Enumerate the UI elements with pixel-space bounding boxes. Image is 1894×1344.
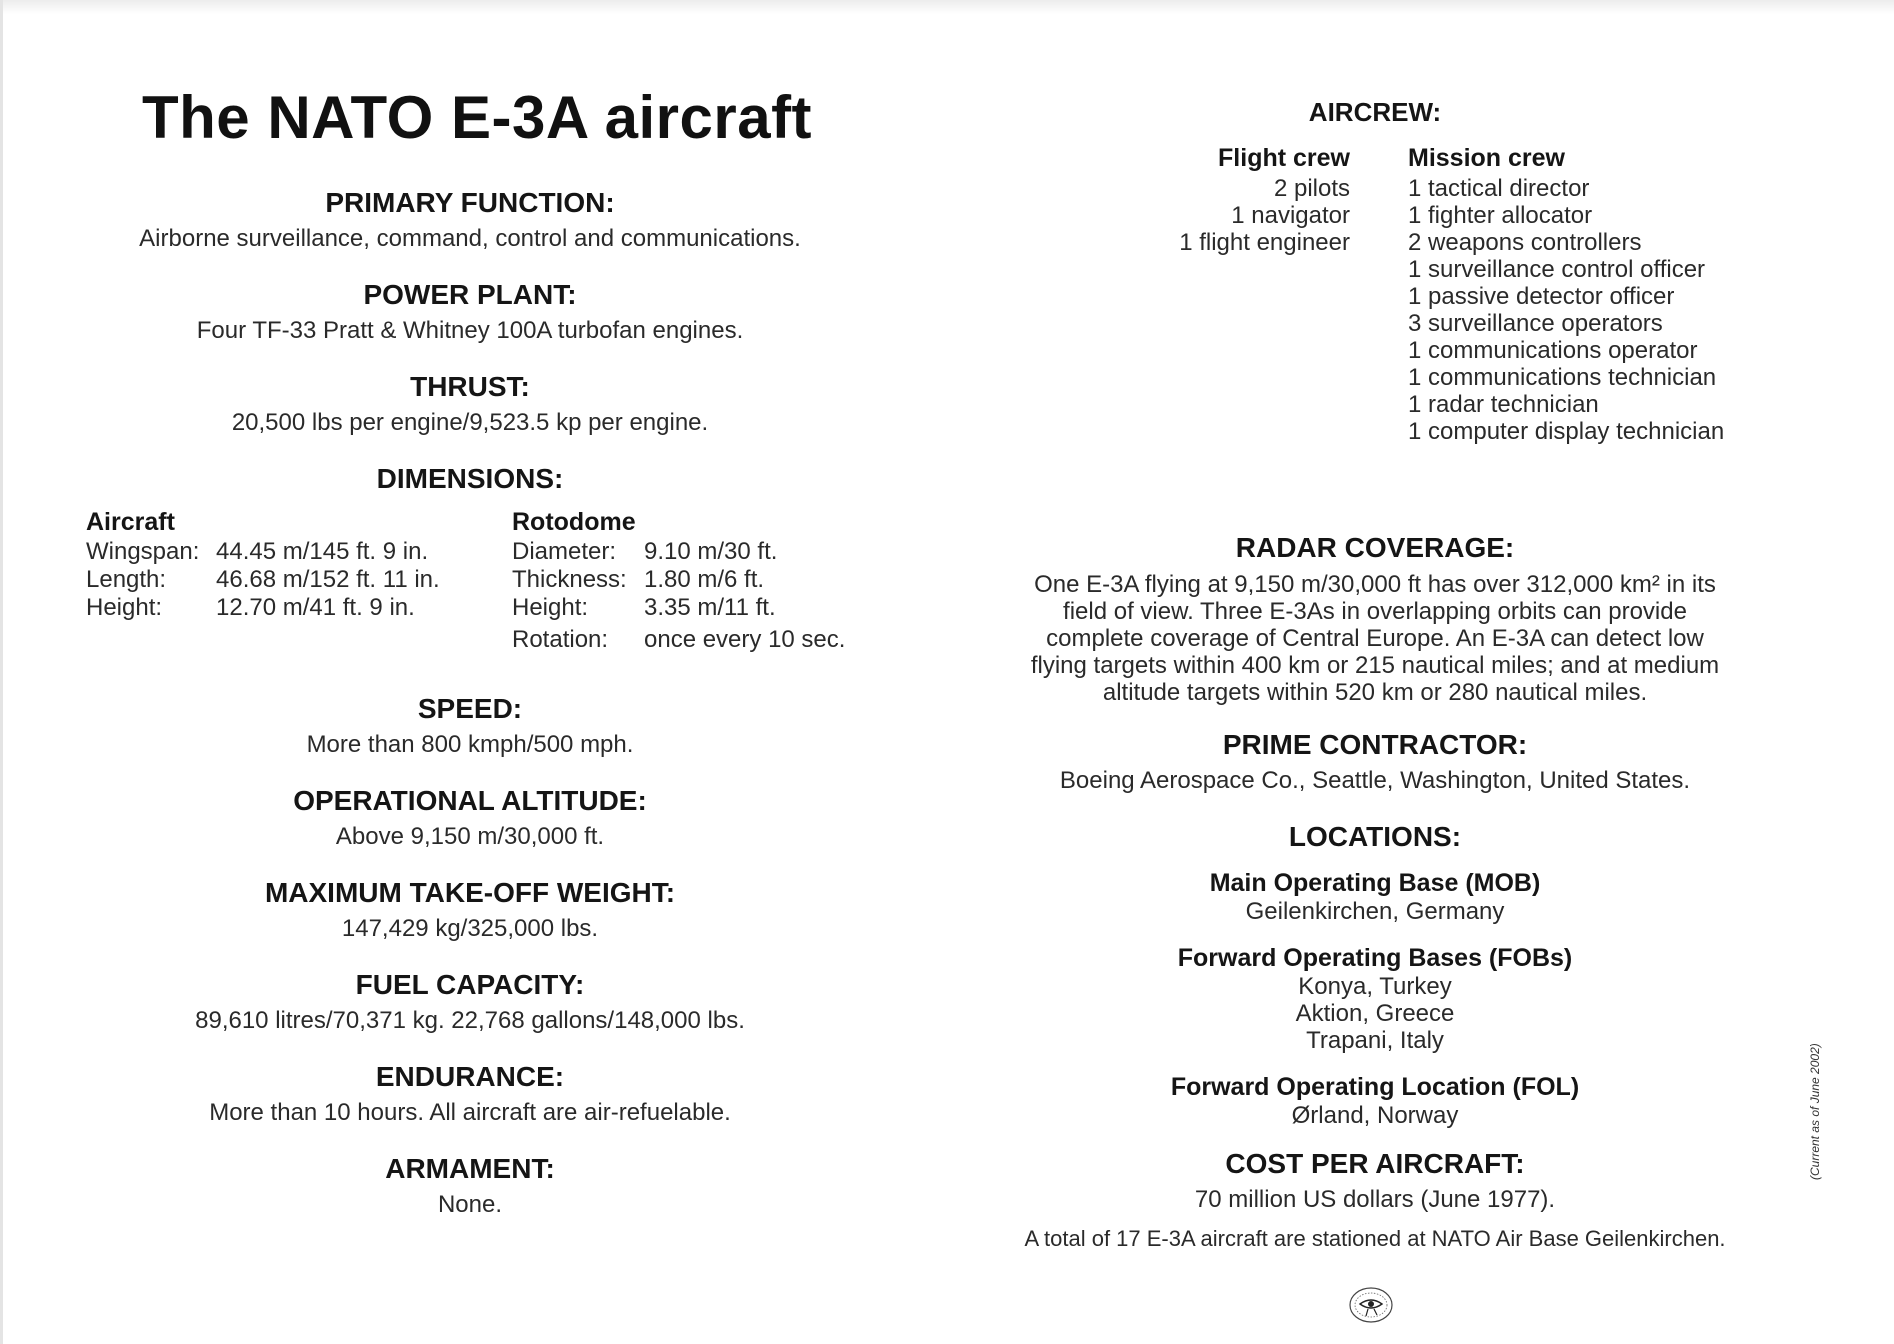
dimension-value: 44.45 m/145 ft. 9 in.: [216, 538, 429, 565]
list-item: 1 navigator: [1231, 202, 1350, 229]
section-aircrew: [995, 95, 1755, 523]
text-line: One E-3A flying at 9,150 m/30,000 ft has over 312,000 km² in its: [1034, 571, 1716, 598]
flight-crew-title: Flight crew: [1218, 144, 1350, 172]
section-power-plant: [70, 278, 870, 346]
section-heading: MAXIMUM TAKE-OFF WEIGHT:: [264, 877, 676, 908]
mission-crew-list: [1408, 143, 1724, 445]
list-item: 1 computer display technician: [1408, 418, 1725, 445]
dimension-row: [86, 594, 440, 622]
currency-side-note: (Current as of June 2002): [1808, 1043, 1822, 1180]
section-text: Airborne surveillance, command, control and communications.: [139, 225, 801, 252]
section-locations: [995, 820, 1755, 1129]
section-primary-function: [70, 186, 870, 254]
dimension-row: [512, 626, 845, 654]
location-item: Aktion, Greece: [1295, 1000, 1455, 1027]
section-heading: THRUST:: [410, 371, 530, 402]
right-column: [995, 95, 1755, 1253]
section-heading: RADAR COVERAGE:: [1235, 532, 1515, 563]
list-item: 2 weapons controllers: [1408, 229, 1642, 256]
section-text: None.: [437, 1191, 503, 1218]
dimension-label: Rotation:: [512, 626, 609, 653]
dimension-label: Height:: [512, 594, 589, 621]
page-left-edge: [0, 0, 3, 1344]
page-title: The NATO E-3A aircraft: [142, 84, 813, 151]
text-line: altitude targets within 520 km or 280 nautical miles.: [1102, 679, 1648, 706]
nato-aew-seal-icon: [1348, 1285, 1394, 1325]
list-item: 2 pilots: [1273, 175, 1350, 202]
location-item: Trapani, Italy: [1306, 1027, 1444, 1054]
text-line: field of view. Three E-3As in overlapping orbits can provide: [1063, 598, 1687, 625]
dimension-label: Thickness:: [512, 566, 627, 593]
section-speed: [70, 692, 870, 760]
list-item: 1 flight engineer: [1179, 229, 1350, 256]
location-group-fol: [995, 1072, 1755, 1129]
list-item: 3 surveillance operators: [1408, 310, 1663, 337]
flight-crew-list: [1179, 143, 1350, 256]
list-item: 1 radar technician: [1408, 391, 1599, 418]
location-group-fobs: [995, 943, 1755, 1054]
section-heading: PRIME CONTRACTOR:: [1222, 729, 1528, 760]
aircraft-dimensions: [86, 506, 440, 622]
list-item: 1 communications technician: [1408, 364, 1717, 391]
section-text: More than 10 hours. All aircraft are air-refuelable.: [209, 1099, 731, 1126]
section-heading: SPEED:: [417, 693, 523, 724]
section-heading: ENDURANCE:: [375, 1061, 565, 1092]
section-heading: AIRCREW:: [1308, 97, 1442, 127]
location-item: Ørland, Norway: [1291, 1102, 1459, 1129]
list-item: 1 communications operator: [1408, 337, 1698, 364]
section-text: 147,429 kg/325,000 lbs.: [341, 915, 599, 942]
section-fuel-capacity: [70, 968, 870, 1036]
dimension-label: Wingspan:: [86, 538, 200, 565]
section-heading: OPERATIONAL ALTITUDE:: [293, 785, 647, 816]
section-heading: POWER PLANT:: [363, 279, 577, 310]
list-item: 1 passive detector officer: [1408, 283, 1675, 310]
section-thrust: [70, 370, 870, 438]
text-line: complete coverage of Central Europe. An E-3A can detect low: [1046, 625, 1704, 652]
dimension-label: Height:: [86, 594, 163, 621]
dimension-value: once every 10 sec.: [644, 626, 846, 653]
section-endurance: [70, 1060, 870, 1128]
crew-lists: [995, 143, 1755, 523]
section-heading: PRIMARY FUNCTION:: [325, 187, 615, 218]
section-heading: COST PER AIRCRAFT:: [1225, 1148, 1525, 1179]
aircraft-dimensions-title: Aircraft: [86, 508, 175, 536]
dimension-value: 9.10 m/30 ft.: [644, 538, 778, 565]
dimension-label: Length:: [86, 566, 167, 593]
list-item: 1 fighter allocator: [1408, 202, 1593, 229]
section-dimensions: [70, 462, 870, 672]
location-item: Geilenkirchen, Germany: [1245, 898, 1505, 925]
section-text: Boeing Aerospace Co., Seattle, Washington, United States.: [1059, 767, 1691, 794]
section-heading: FUEL CAPACITY:: [355, 969, 585, 1000]
dimension-value: 1.80 m/6 ft.: [644, 566, 765, 593]
page-top-shadow: [0, 0, 1894, 14]
radar-coverage-text: [995, 571, 1755, 706]
list-item: 1 surveillance control officer: [1408, 256, 1706, 283]
section-armament: [70, 1152, 870, 1220]
total-aircraft-note: A total of 17 E-3A aircraft are stationed at NATO Air Base Geilenkirchen.: [1024, 1226, 1726, 1251]
location-item: Konya, Turkey: [1298, 973, 1452, 1000]
dimension-label: Diameter:: [512, 538, 617, 565]
dimension-value: 46.68 m/152 ft. 11 in.: [216, 566, 440, 593]
section-text: 89,610 litres/70,371 kg. 22,768 gallons/148,000 lbs.: [195, 1007, 745, 1034]
section-text: More than 800 kmph/500 mph.: [306, 731, 634, 758]
dimension-value: 3.35 m/11 ft.: [644, 594, 776, 621]
dimension-value: 12.70 m/41 ft. 9 in.: [216, 594, 415, 621]
dimension-row: [512, 566, 845, 594]
dimension-row: [512, 538, 845, 566]
section-text: Four TF-33 Pratt & Whitney 100A turbofan engines.: [196, 317, 744, 344]
section-operational-altitude: [70, 784, 870, 852]
left-column: [70, 80, 870, 1244]
dimensions-table: [70, 502, 870, 672]
section-text: 70 million US dollars (June 1977).: [1194, 1186, 1556, 1213]
list-item: 1 tactical director: [1408, 175, 1590, 202]
rotodome-dimensions: [512, 506, 845, 654]
section-radar-coverage: [995, 531, 1755, 706]
dimension-row: [512, 594, 845, 622]
section-heading: LOCATIONS:: [1288, 821, 1462, 852]
section-heading: ARMAMENT:: [385, 1153, 555, 1184]
rotodome-dimensions-title: Rotodome: [512, 508, 636, 536]
section-text: Above 9,150 m/30,000 ft.: [335, 823, 605, 850]
section-max-takeoff-weight: [70, 876, 870, 944]
location-group-title: Forward Operating Bases (FOBs): [1177, 944, 1573, 972]
location-group-mob: [995, 868, 1755, 925]
dimension-row: [86, 566, 440, 594]
text-line: flying targets within 400 km or 215 nautical miles; and at medium: [1030, 652, 1720, 679]
location-group-title: Forward Operating Location (FOL): [1170, 1073, 1580, 1101]
mission-crew-title: Mission crew: [1408, 144, 1565, 172]
section-heading: DIMENSIONS:: [376, 463, 564, 494]
section-text: 20,500 lbs per engine/9,523.5 kp per engine.: [231, 409, 709, 436]
dimension-row: [86, 538, 440, 566]
section-cost-per-aircraft: [995, 1147, 1755, 1215]
section-prime-contractor: [995, 728, 1755, 796]
location-group-title: Main Operating Base (MOB): [1209, 869, 1541, 897]
